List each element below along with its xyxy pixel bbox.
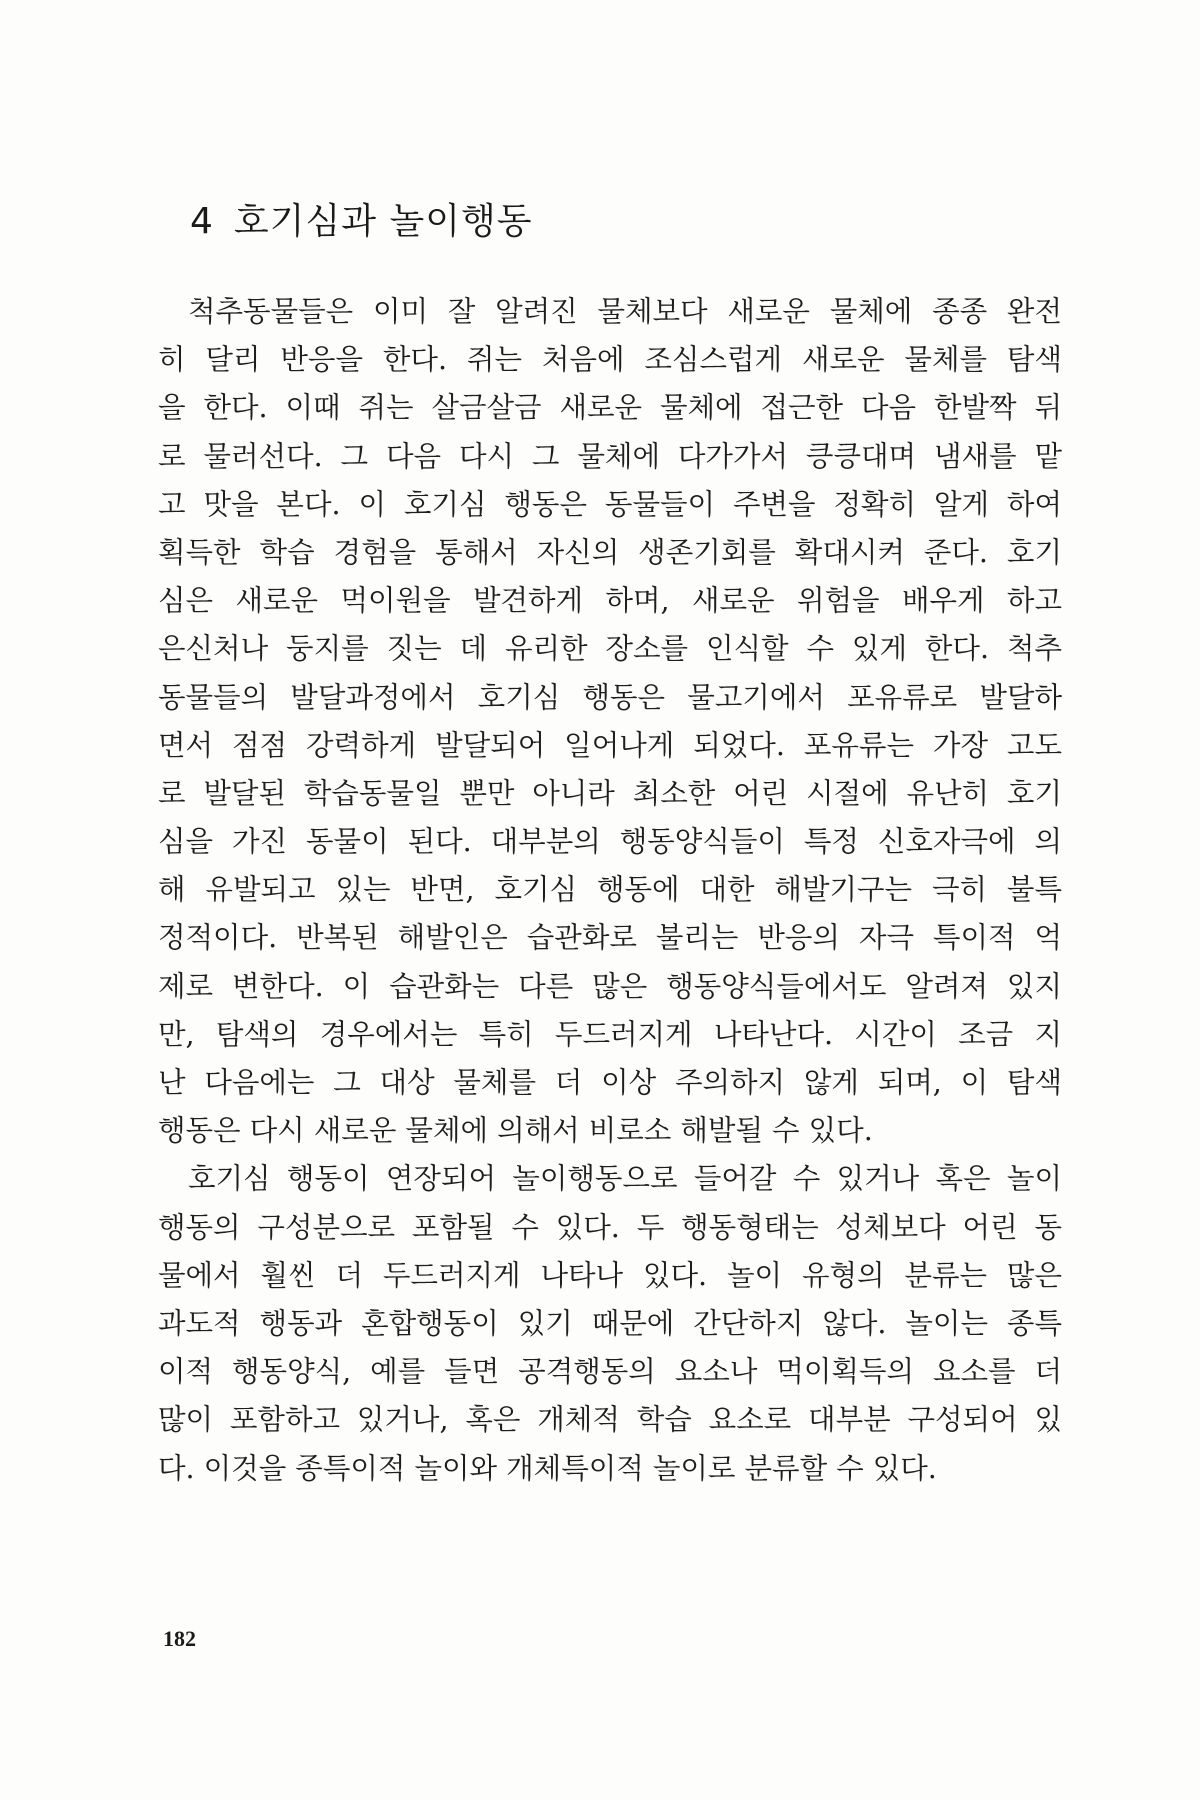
text-line: 을 한다. 이때 쥐는 살금살금 새로운 물체에 접근한 다음 한발짝 뒤 bbox=[158, 391, 1062, 425]
text-line: 행동은 다시 새로운 물체에 의해서 비로소 해발될 수 있다. bbox=[158, 1114, 873, 1148]
text-line: 면서 점점 강력하게 발달되어 일어나게 되었다. 포유류는 가장 고도 bbox=[158, 728, 1062, 762]
text-line: 해 유발되고 있는 반면, 호기심 행동에 대한 해발기구는 극히 불특 bbox=[158, 873, 1062, 907]
text-line: 정적이다. 반복된 해발인은 습관화로 불리는 반응의 자극 특이적 억 bbox=[158, 921, 1062, 955]
text-line: 많이 포함하고 있거나, 혹은 개체적 학습 요소로 대부분 구성되어 있 bbox=[158, 1403, 1062, 1437]
text-line: 로 발달된 학습동물일 뿐만 아니라 최소한 어린 시절에 유난히 호기 bbox=[158, 776, 1062, 810]
text-line: 히 달리 반응을 한다. 쥐는 처음에 조심스럽게 새로운 물체를 탐색 bbox=[158, 343, 1062, 377]
body-text bbox=[158, 288, 1062, 1493]
text-line: 제로 변한다. 이 습관화는 다른 많은 행동양식들에서도 알려져 있지 bbox=[158, 969, 1062, 1003]
text-line: 난 다음에는 그 대상 물체를 더 이상 주의하지 않게 되며, 이 탐색 bbox=[158, 1066, 1062, 1099]
text-line: 행동의 구성분으로 포함될 수 있다. 두 행동형태는 성체보다 어린 동 bbox=[158, 1210, 1062, 1244]
text-line: 동물들의 발달과정에서 호기심 행동은 물고기에서 포유류로 발달하 bbox=[158, 680, 1062, 714]
section-title: 호기심과 놀이행동 bbox=[233, 201, 533, 242]
text-line: 은신처나 둥지를 짓는 데 유리한 장소를 인식할 수 있게 한다. 척추 bbox=[158, 632, 1062, 666]
page-number: 182 bbox=[163, 1626, 196, 1651]
text-line: 심을 가진 동물이 된다. 대부분의 행동양식들이 특정 신호자극에 의 bbox=[158, 825, 1062, 859]
text-line: 이적 행동양식, 예를 들면 공격행동의 요소나 먹이획득의 요소를 더 bbox=[158, 1355, 1062, 1389]
text-line: 호기심 행동이 연장되어 놀이행동으로 들어갈 수 있거나 혹은 놀이 bbox=[188, 1162, 1062, 1196]
paragraph-2 bbox=[158, 1155, 1062, 1492]
text-line: 만, 탐색의 경우에서는 특히 두드러지게 나타난다. 시간이 조금 지 bbox=[158, 1017, 1062, 1051]
text-line: 다. 이것을 종특이적 놀이와 개체특이적 놀이로 분류할 수 있다. bbox=[158, 1451, 937, 1485]
text-line: 과도적 행동과 혼합행동이 있기 때문에 간단하지 않다. 놀이는 종특 bbox=[158, 1306, 1062, 1340]
text-line: 척추동물들은 이미 잘 알려진 물체보다 새로운 물체에 종종 완전 bbox=[188, 295, 1062, 328]
section-heading bbox=[190, 193, 533, 244]
paragraph-1 bbox=[158, 288, 1062, 1155]
text-line: 심은 새로운 먹이원을 발견하게 하며, 새로운 위험을 배우게 하고 bbox=[158, 584, 1062, 618]
section-number: 4 bbox=[190, 201, 214, 242]
text-line: 획득한 학습 경험을 통해서 자신의 생존기회를 확대시켜 준다. 호기 bbox=[158, 535, 1062, 569]
text-line: 고 맛을 본다. 이 호기심 행동은 동물들이 주변을 정확히 알게 하여 bbox=[158, 487, 1062, 521]
text-line: 로 물러선다. 그 다음 다시 그 물체에 다가가서 킁킁대며 냄새를 맡 bbox=[158, 439, 1062, 473]
text-line: 물에서 훨씬 더 두드러지게 나타나 있다. 놀이 유형의 분류는 많은 bbox=[158, 1258, 1062, 1292]
